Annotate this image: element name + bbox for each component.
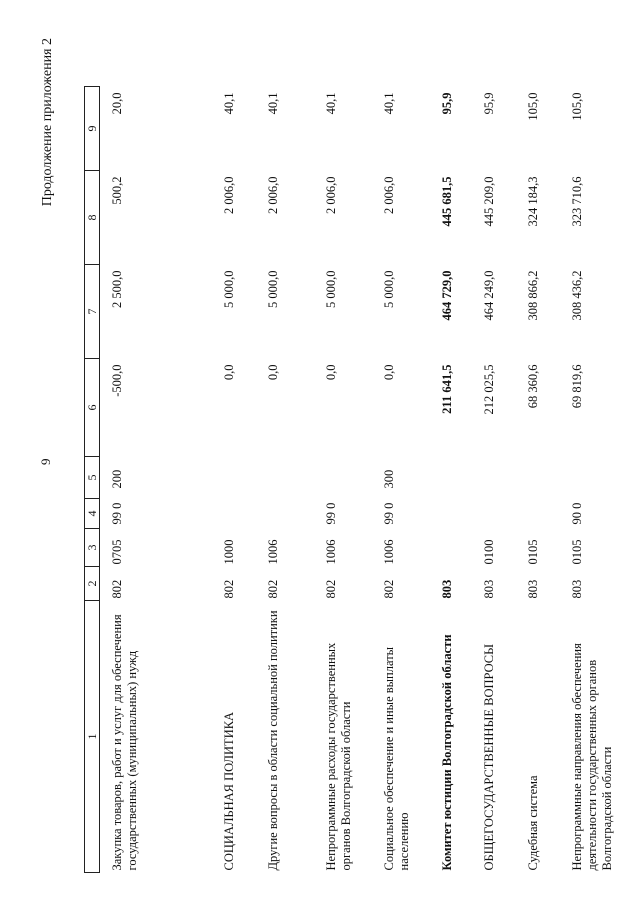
col-header-4: 4 bbox=[85, 499, 100, 529]
cell-c8: 2 006,0 bbox=[266, 176, 281, 214]
row-name: Другие вопросы в области социальной политики bbox=[266, 610, 281, 871]
cell-c6: 0,0 bbox=[222, 364, 237, 381]
cell-c4: 99 0 bbox=[324, 502, 339, 525]
cell-c2: 802 bbox=[110, 579, 125, 599]
cell-c5 bbox=[212, 457, 256, 499]
cell-c2: 802 bbox=[382, 579, 397, 599]
cell-c4 bbox=[516, 499, 560, 529]
cell-c2: 803 bbox=[440, 579, 455, 599]
table-row bbox=[256, 87, 314, 873]
cell-c9: 105,0 bbox=[526, 92, 541, 121]
cell-c9: 95,9 bbox=[440, 92, 455, 115]
budget-table bbox=[84, 86, 636, 873]
cell-c3: 0705 bbox=[110, 539, 125, 565]
col-header-6: 6 bbox=[85, 359, 100, 457]
col-header-2: 2 bbox=[85, 567, 100, 601]
table-row bbox=[560, 87, 636, 873]
cell-c2: 802 bbox=[266, 579, 281, 599]
cell-c9: 40,1 bbox=[382, 92, 397, 115]
row-name: ОБЩЕГОСУДАРСТВЕННЫЕ ВОПРОСЫ bbox=[482, 643, 497, 871]
cell-c7: 308 866,2 bbox=[526, 270, 541, 321]
col-header-1: 1 bbox=[85, 601, 100, 873]
cell-c2: 803 bbox=[526, 579, 541, 599]
row-name: СОЦИАЛЬНАЯ ПОЛИТИКА bbox=[222, 711, 237, 871]
table-row bbox=[516, 87, 560, 873]
cell-c6: 69 819,6 bbox=[570, 364, 585, 409]
cell-c7: 5 000,0 bbox=[324, 270, 339, 308]
cell-c9: 95,9 bbox=[482, 92, 497, 115]
cell-c4: 90 0 bbox=[570, 502, 585, 525]
cell-c9: 40,1 bbox=[324, 92, 339, 115]
cell-c8: 2 006,0 bbox=[324, 176, 339, 214]
cell-c6: 68 360,6 bbox=[526, 364, 541, 409]
cell-c3: 1006 bbox=[382, 539, 397, 565]
cell-c5 bbox=[516, 457, 560, 499]
header-row bbox=[85, 87, 100, 873]
col-header-8: 8 bbox=[85, 171, 100, 265]
cell-c6: 212 025,5 bbox=[482, 364, 497, 415]
cell-c8: 323 710,6 bbox=[570, 176, 585, 227]
table-row bbox=[430, 87, 472, 873]
cell-c3: 0105 bbox=[570, 539, 585, 565]
table-row bbox=[100, 87, 213, 873]
row-name: Непрограммные расходы государственных органов Волгоградской области bbox=[324, 642, 354, 871]
cell-c8: 2 006,0 bbox=[382, 176, 397, 214]
cell-c3: 0100 bbox=[482, 539, 497, 565]
cell-c9: 40,1 bbox=[222, 92, 237, 115]
table-row bbox=[472, 87, 516, 873]
table-row bbox=[372, 87, 430, 873]
continuation-title: Продолжение приложения 2 bbox=[40, 38, 55, 207]
cell-c3: 1000 bbox=[222, 539, 237, 565]
cell-c4: 99 0 bbox=[382, 502, 397, 525]
cell-c8: 324 184,3 bbox=[526, 176, 541, 227]
cell-c8: 445 681,5 bbox=[440, 176, 455, 227]
cell-c4: 99 0 bbox=[110, 502, 125, 525]
page-number: 9 bbox=[38, 458, 53, 465]
cell-c7: 5 000,0 bbox=[222, 270, 237, 308]
col-header-9: 9 bbox=[85, 87, 100, 171]
row-name: Судебная система bbox=[526, 775, 541, 871]
cell-c5 bbox=[472, 457, 516, 499]
cell-c8: 500,2 bbox=[110, 176, 125, 205]
cell-c3: 1006 bbox=[266, 539, 281, 565]
cell-c6: -500,0 bbox=[110, 364, 125, 397]
cell-c7: 464 729,0 bbox=[440, 270, 455, 321]
cell-c6: 0,0 bbox=[324, 364, 339, 381]
cell-c8: 445 209,0 bbox=[482, 176, 497, 227]
cell-c5 bbox=[560, 457, 636, 499]
cell-c5 bbox=[256, 457, 314, 499]
col-header-5: 5 bbox=[85, 457, 100, 499]
cell-c5 bbox=[314, 457, 372, 499]
col-header-3: 3 bbox=[85, 529, 100, 567]
cell-c7: 464 249,0 bbox=[482, 270, 497, 321]
cell-c6: 0,0 bbox=[266, 364, 281, 381]
cell-c9: 105,0 bbox=[570, 92, 585, 121]
cell-c7: 5 000,0 bbox=[382, 270, 397, 308]
cell-c7: 308 436,2 bbox=[570, 270, 585, 321]
col-header-7: 7 bbox=[85, 265, 100, 359]
cell-c2: 803 bbox=[482, 579, 497, 599]
cell-c2: 803 bbox=[570, 579, 585, 599]
cell-c4 bbox=[472, 499, 516, 529]
cell-c4 bbox=[430, 499, 472, 529]
row-name: Непрограммные направления обеспечения деятельности государственных органов Волгоградской области bbox=[570, 643, 615, 871]
cell-c3: 1006 bbox=[324, 539, 339, 565]
cell-c7: 2 500,0 bbox=[110, 270, 125, 308]
cell-c5: 300 bbox=[382, 469, 397, 489]
cell-c5 bbox=[430, 457, 472, 499]
row-name: Комитет юстиции Волгоградской области bbox=[440, 634, 455, 871]
cell-c9: 20,0 bbox=[110, 92, 125, 115]
row-name: Социальное обеспечение и иные выплаты населению bbox=[382, 646, 412, 871]
cell-c2: 802 bbox=[324, 579, 339, 599]
cell-c4 bbox=[256, 499, 314, 529]
cell-c4 bbox=[212, 499, 256, 529]
table-row bbox=[212, 87, 256, 873]
cell-c7: 5 000,0 bbox=[266, 270, 281, 308]
cell-c8: 2 006,0 bbox=[222, 176, 237, 214]
row-name: Закупка товаров, работ и услуг для обеспечения государственных (муниципальных) нужд bbox=[110, 614, 140, 871]
cell-c9: 40,1 bbox=[266, 92, 281, 115]
cell-c6: 211 641,5 bbox=[440, 364, 455, 414]
cell-c2: 802 bbox=[222, 579, 237, 599]
cell-c6: 0,0 bbox=[382, 364, 397, 381]
cell-c3: 0105 bbox=[526, 539, 541, 565]
cell-c5: 200 bbox=[110, 469, 125, 489]
cell-c3 bbox=[430, 529, 472, 567]
table-row bbox=[314, 87, 372, 873]
